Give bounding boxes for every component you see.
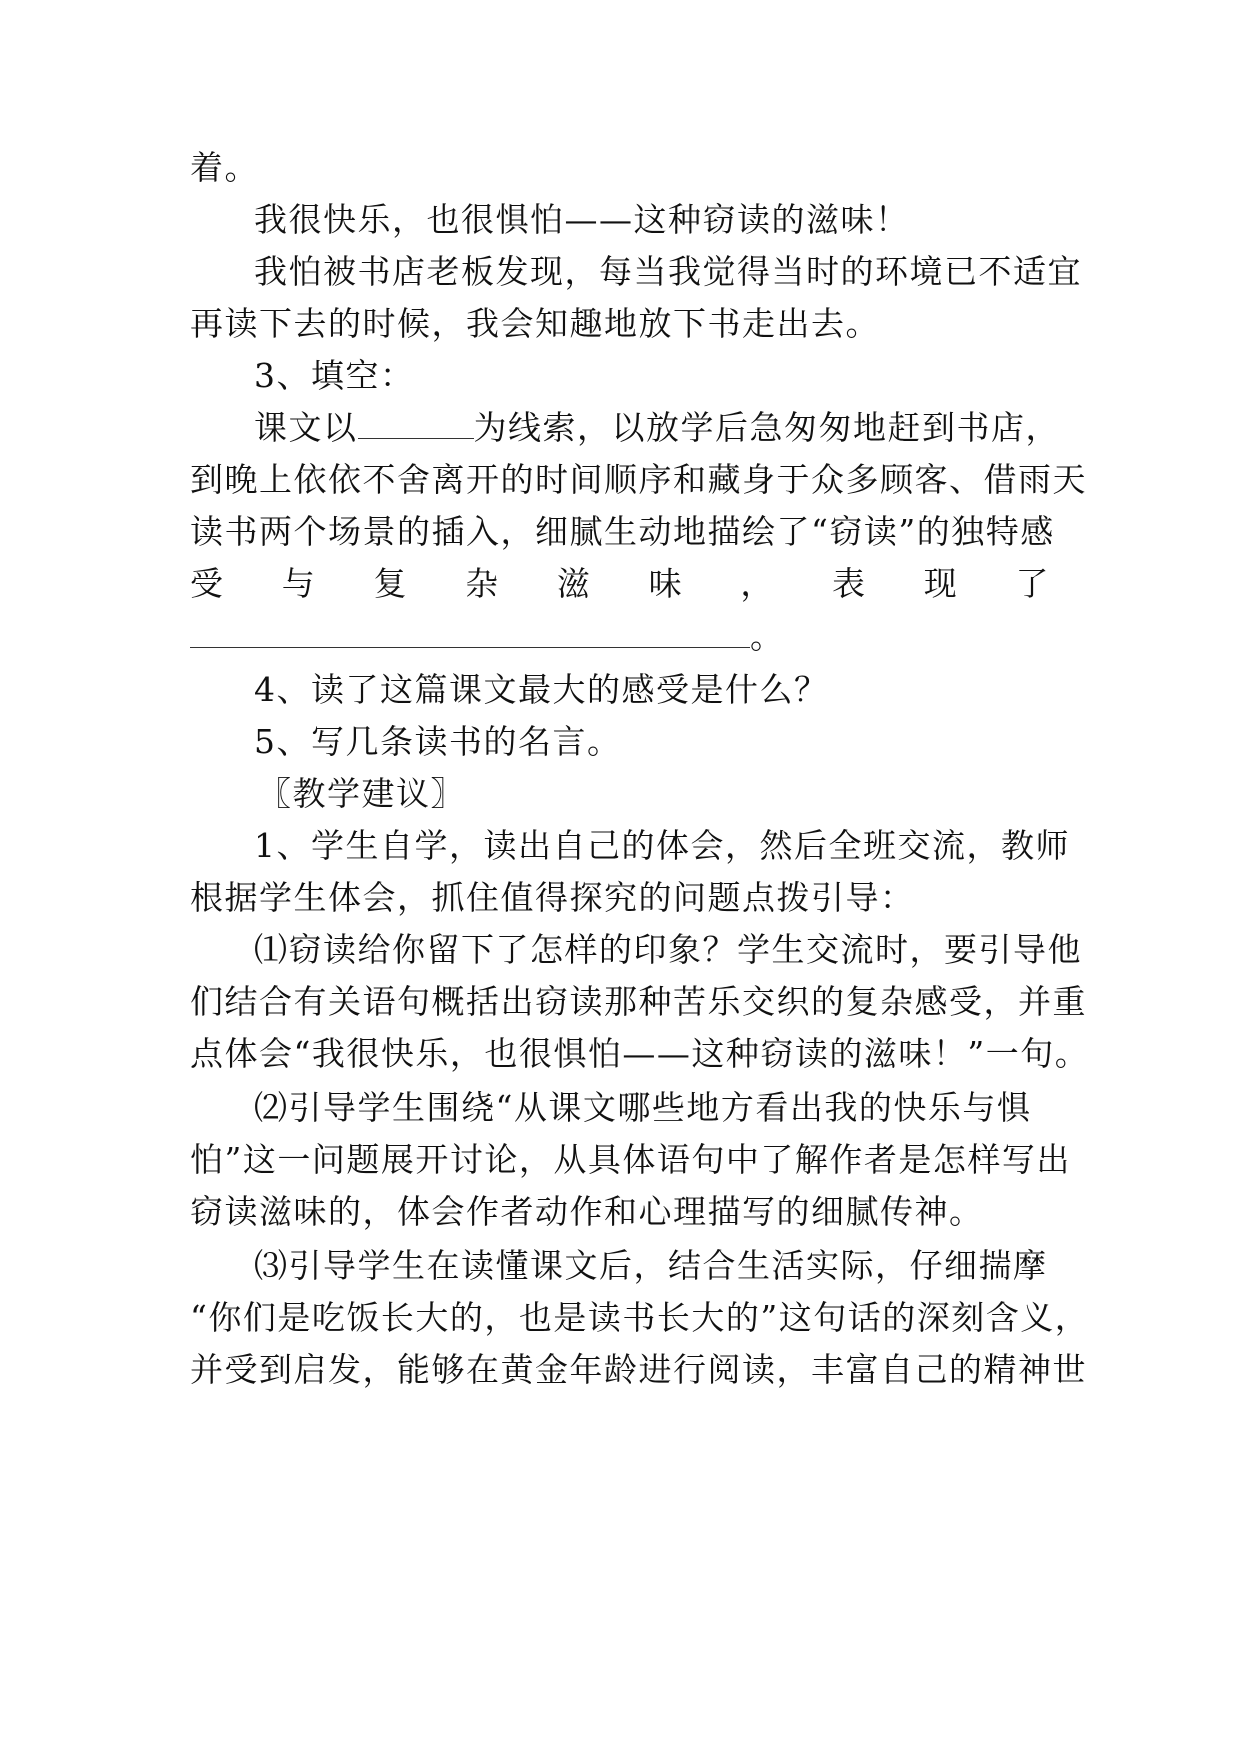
text-line: ⑶引导学生在读懂课文后，结合生活实际，仔细揣摩 — [254, 1246, 1048, 1285]
text-line: “你们是吃饭长大的，也是读书长大的”这句话的深刻含义， — [190, 1298, 1090, 1337]
char: 受 — [190, 564, 225, 603]
char: 滋 — [556, 564, 592, 603]
text-line: 我怕被书店老板发现，每当我觉得当时的环境已不适宜 — [254, 252, 1082, 291]
text-line: 5、写几条读书的名言。 — [254, 722, 622, 761]
text-line: 1、学生自学，读出自己的体会，然后全班交流，教师 — [254, 826, 1070, 865]
fill-blank-line — [254, 403, 1060, 453]
char: 现 — [923, 564, 959, 603]
char: 了 — [1015, 564, 1050, 603]
fill-blank-line — [190, 612, 1050, 662]
text-line: 到晚上依依不舍离开的时间顺序和藏身于众多顾客、借雨天 — [190, 460, 1087, 499]
text-line: ⑴窃读给你留下了怎样的印象？学生交流时，要引导他 — [254, 930, 1082, 969]
text-fragment: 。 — [750, 617, 785, 656]
answer-blank — [358, 408, 474, 439]
char: ， — [740, 564, 775, 603]
text-line: 根据学生体会，抓住值得探究的问题点拨引导： — [190, 878, 915, 917]
char: 与 — [281, 564, 317, 603]
char: 复 — [373, 564, 408, 603]
text-line: 怕”这一问题展开讨论，从具体语句中了解作者是怎样写出 — [190, 1140, 1071, 1179]
section-heading: 〖教学建议〗 — [258, 774, 465, 813]
text-line: 我很快乐，也很惧怕——这种窃读的滋味！ — [254, 200, 910, 239]
justified-text-line — [190, 559, 1050, 609]
text-fragment: 课文以 — [254, 408, 358, 447]
text-line: ⑵引导学生围绕“从课文哪些地方看出我的快乐与惧 — [254, 1088, 1032, 1127]
char: 表 — [832, 564, 867, 603]
text-line: 并受到启发，能够在黄金年龄进行阅读，丰富自己的精神世 — [190, 1350, 1087, 1389]
text-line: 窃读滋味的，体会作者动作和心理描写的细腻传神。 — [190, 1192, 984, 1231]
text-line: 点体会“我很快乐，也很惧怕——这种窃读的滋味！”一句。 — [190, 1034, 1090, 1073]
text-line: 4、读了这篇课文最大的感受是什么？ — [254, 670, 829, 709]
text-fragment: 为线索，以放学后急匆匆地赶到书店， — [473, 408, 1060, 447]
text-line: 们结合有关语句概括出窃读那种苦乐交织的复杂感受，并重 — [190, 982, 1087, 1021]
text-line: 再读下去的时候，我会知趣地放下书走出去。 — [190, 304, 880, 343]
text-line: 着。 — [190, 148, 259, 187]
char: 杂 — [465, 564, 500, 603]
text-line: 3、填空： — [254, 356, 415, 395]
text-line: 读书两个场景的插入，细腻生动地描绘了“窃读”的独特感 — [190, 512, 1055, 551]
answer-blank — [190, 617, 750, 648]
char: 味 — [648, 564, 684, 603]
